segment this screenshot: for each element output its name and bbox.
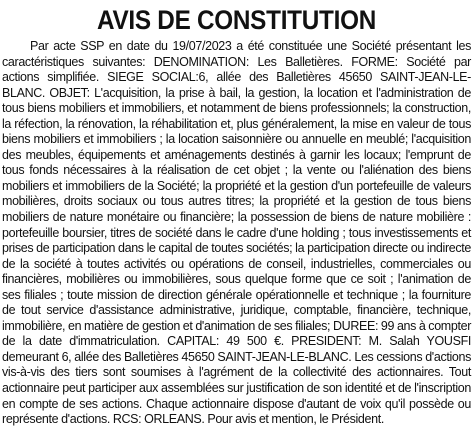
notice-body-text: Par acte SSP en date du 19/07/2023 a été constituée une Société présentant les caractéristiques suivantes: DENOMINATION: Les Balletières. FORME: Société par actions simplifiée. SIEGE SOCIAL:6, allée des Balletières 45650 SAINT-JEAN-LE-BLANC. OBJET: L'acquisition, la prise à bail, la gestion, la location et l'administration de tous biens mobiliers et immobiliers, et notamment de biens professionnels; la construction, la réfection, la rénovation, la réhabilitation et, plus généralement, la mise en valeur de tous biens mobiliers et immobiliers ; la location saisonnière ou annuelle en meublé; l'acquisition des meubles, équipements et aménagements destinés à garnir les locaux; l'emprunt de tous fonds nécessaires à la réalisation de cet objet ; la vente ou l'aliénation des biens mobiliers et immobiliers de la Société; la propriété et la gestion d'un portefeuille de valeurs mobilières, droits sociaux ou tous autres titres; la propriété et la gestion de tous biens mobiliers de nature monétaire ou financière; la possession de biens de nature mobilière : portefeuille boursier, titres de société dans le cadre d'une holding ; tous investissements et prises de participation dans le capital de toutes sociétés; la participation directe ou indirecte de la société à toutes activités ou opérations de conseil, industrielles, commerciales ou financières, mobilières ou immobilières, sous quelque forme que ce soit ; l'animation de ses filiales ; toute mission de direction générale opérationnelle et technique ; la fourniture de tout service d'assistance administrative, juridique, comptable, financière, technique, immobilière, en matière de gestion et d'animation de ses filiales; DUREE: 99 ans à compter de la date d'immatriculation. CAPITAL: 49 500 €. PRESIDENT: M. Salah YOUSFI demeurant 6, allée des Balletières 45650 SAINT-JEAN-LE-BLANC. Les cessions d'actions vis-à-vis des tiers sont soumises à l'agrément de la collectivité des actionnaires. Tout actionnaire peut participer aux assemblées sur justification de son identité et de l'inscription en compte de ses actions. Chaque actionnaire dispose d'autant de voix qu'il possède ou représente d'actions. RCS: ORLEANS. Pour avis et mention, le Président.	[2, 39, 472, 427]
notice-title: AVIS DE CONSTITUTION	[96, 5, 376, 35]
notice-body-paragraph	[2, 39, 471, 428]
